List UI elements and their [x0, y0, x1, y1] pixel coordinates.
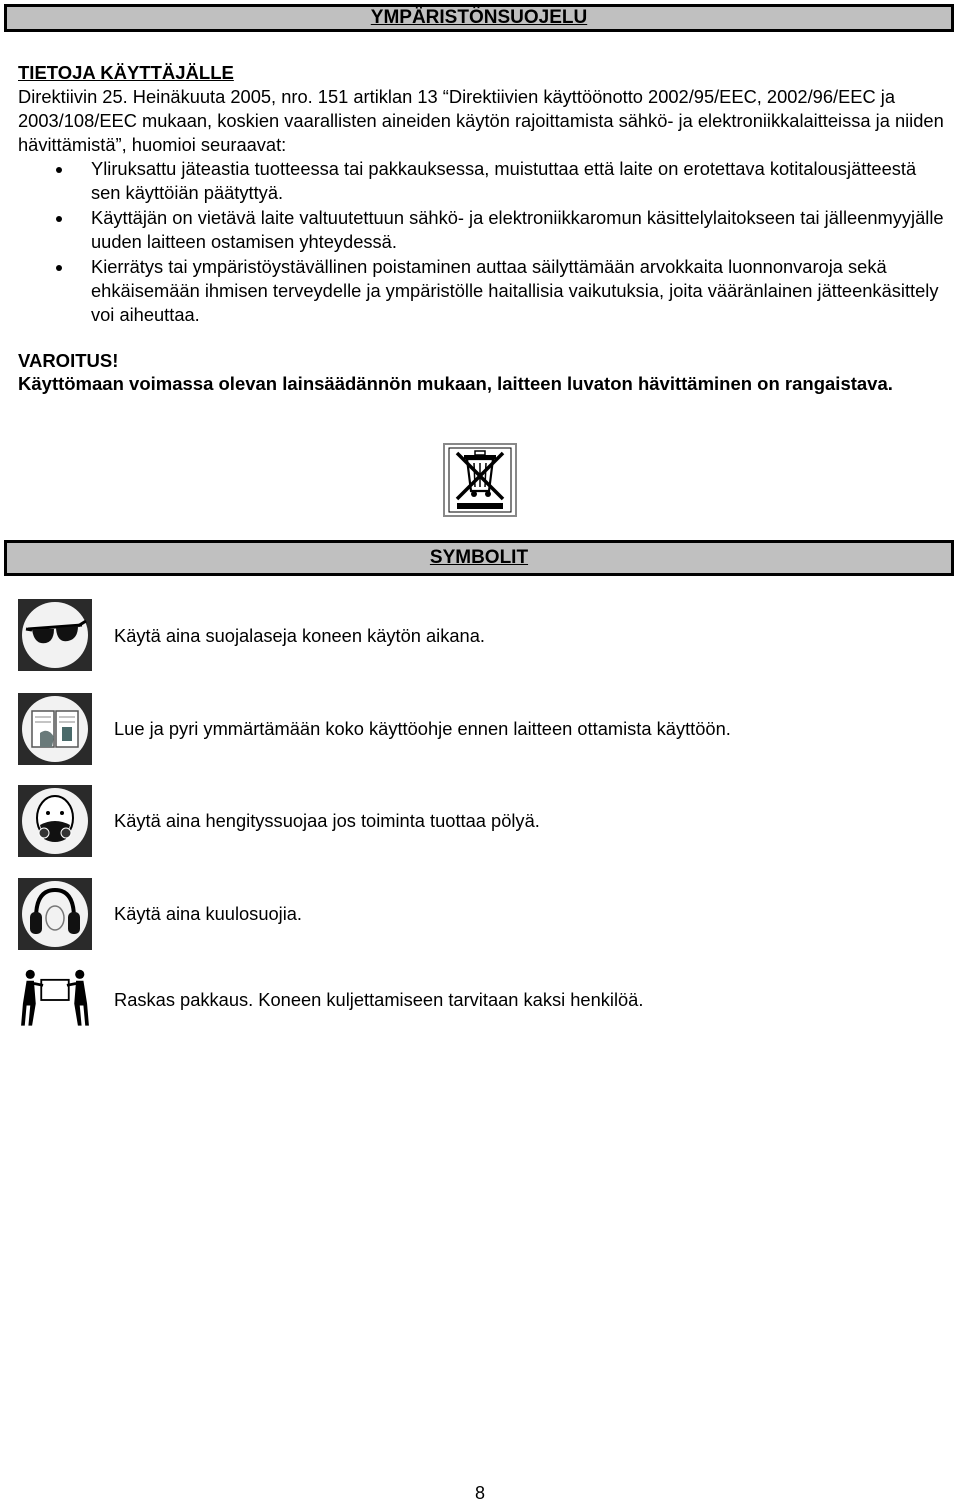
symbol-row-safety-glasses	[18, 599, 948, 673]
bullet-item: Käyttäjän on vietävä laite valtuutettuun sähkö- ja elektroniikkaromun käsittelylaitokseen tai jälleenmyyjälle uuden laitteen ostamisen yhteydessä.	[18, 206, 948, 254]
crossed-bin-icon	[443, 443, 517, 517]
user-info-title: TIETOJA KÄYTTÄJÄLLE	[18, 62, 234, 83]
warning-text: Käyttömaan voimassa olevan lainsäädännön mukaan, laitteen luvaton hävittäminen on rangaistava.	[18, 373, 893, 394]
symbol-text: Käytä aina hengityssuojaa jos toiminta tuottaa pölyä.	[114, 810, 540, 831]
symbol-row-two-person-lift	[18, 967, 948, 1041]
bullet-item: Yliruksattu jäteastia tuotteessa tai pakkauksessa, muistuttaa että laite on erotettava kotitalousjätteestä sen käyttöiän päätyttyä.	[18, 157, 948, 205]
two-person-lift-icon	[18, 967, 92, 1033]
read-manual-icon	[18, 693, 92, 765]
symbol-text: Käytä aina kuulosuojia.	[114, 903, 303, 924]
page-number: 8	[474, 1483, 485, 1503]
symbols-title: SYMBOLIT	[429, 547, 529, 568]
ear-protection-icon	[18, 878, 92, 950]
symbol-text: Raskas pakkaus. Koneen kuljettamiseen tarvitaan kaksi henkilöä.	[114, 989, 644, 1010]
respirator-icon	[18, 785, 92, 857]
symbol-row-respirator	[18, 785, 948, 859]
symbol-text: Lue ja pyri ymmärtämään koko käyttöohje ennen laitteen ottamista käyttöön.	[114, 718, 731, 739]
symbol-text: Käytä aina suojalaseja koneen käytön aikana.	[114, 625, 485, 646]
directive-bullet-list	[18, 157, 948, 328]
bullet-item: Kierrätys tai ympäristöystävällinen poistaminen auttaa säilyttämään arvokkaita luonnonvaroja sekä ehkäisemään ihmisen terveydelle ja ympäristölle haitallisia vaikutuksia, joita vääränlainen jätteenkäsittely voi aiheuttaa.	[18, 255, 948, 327]
symbol-row-ear-protection	[18, 878, 948, 952]
environment-section-header	[4, 4, 954, 32]
environment-title: YMPÄRISTÖNSUOJELU	[370, 7, 588, 28]
symbol-row-read-manual	[18, 693, 948, 767]
directive-intro: Direktiivin 25. Heinäkuuta 2005, nro. 151 artiklan 13 “Direktiivien käyttöönotto 2002/95/EEC, 2002/96/EEC ja 2003/108/EEC mukaan, koskien vaarallisten aineiden käytön rajoittamista sähkö- ja elektroniikkalaitteissa ja niiden hävittämistä”, huomioi seuraavat:	[18, 86, 944, 155]
safety-glasses-icon	[18, 599, 92, 671]
symbols-section-header	[4, 540, 954, 576]
warning-title: VAROITUS!	[18, 350, 119, 371]
